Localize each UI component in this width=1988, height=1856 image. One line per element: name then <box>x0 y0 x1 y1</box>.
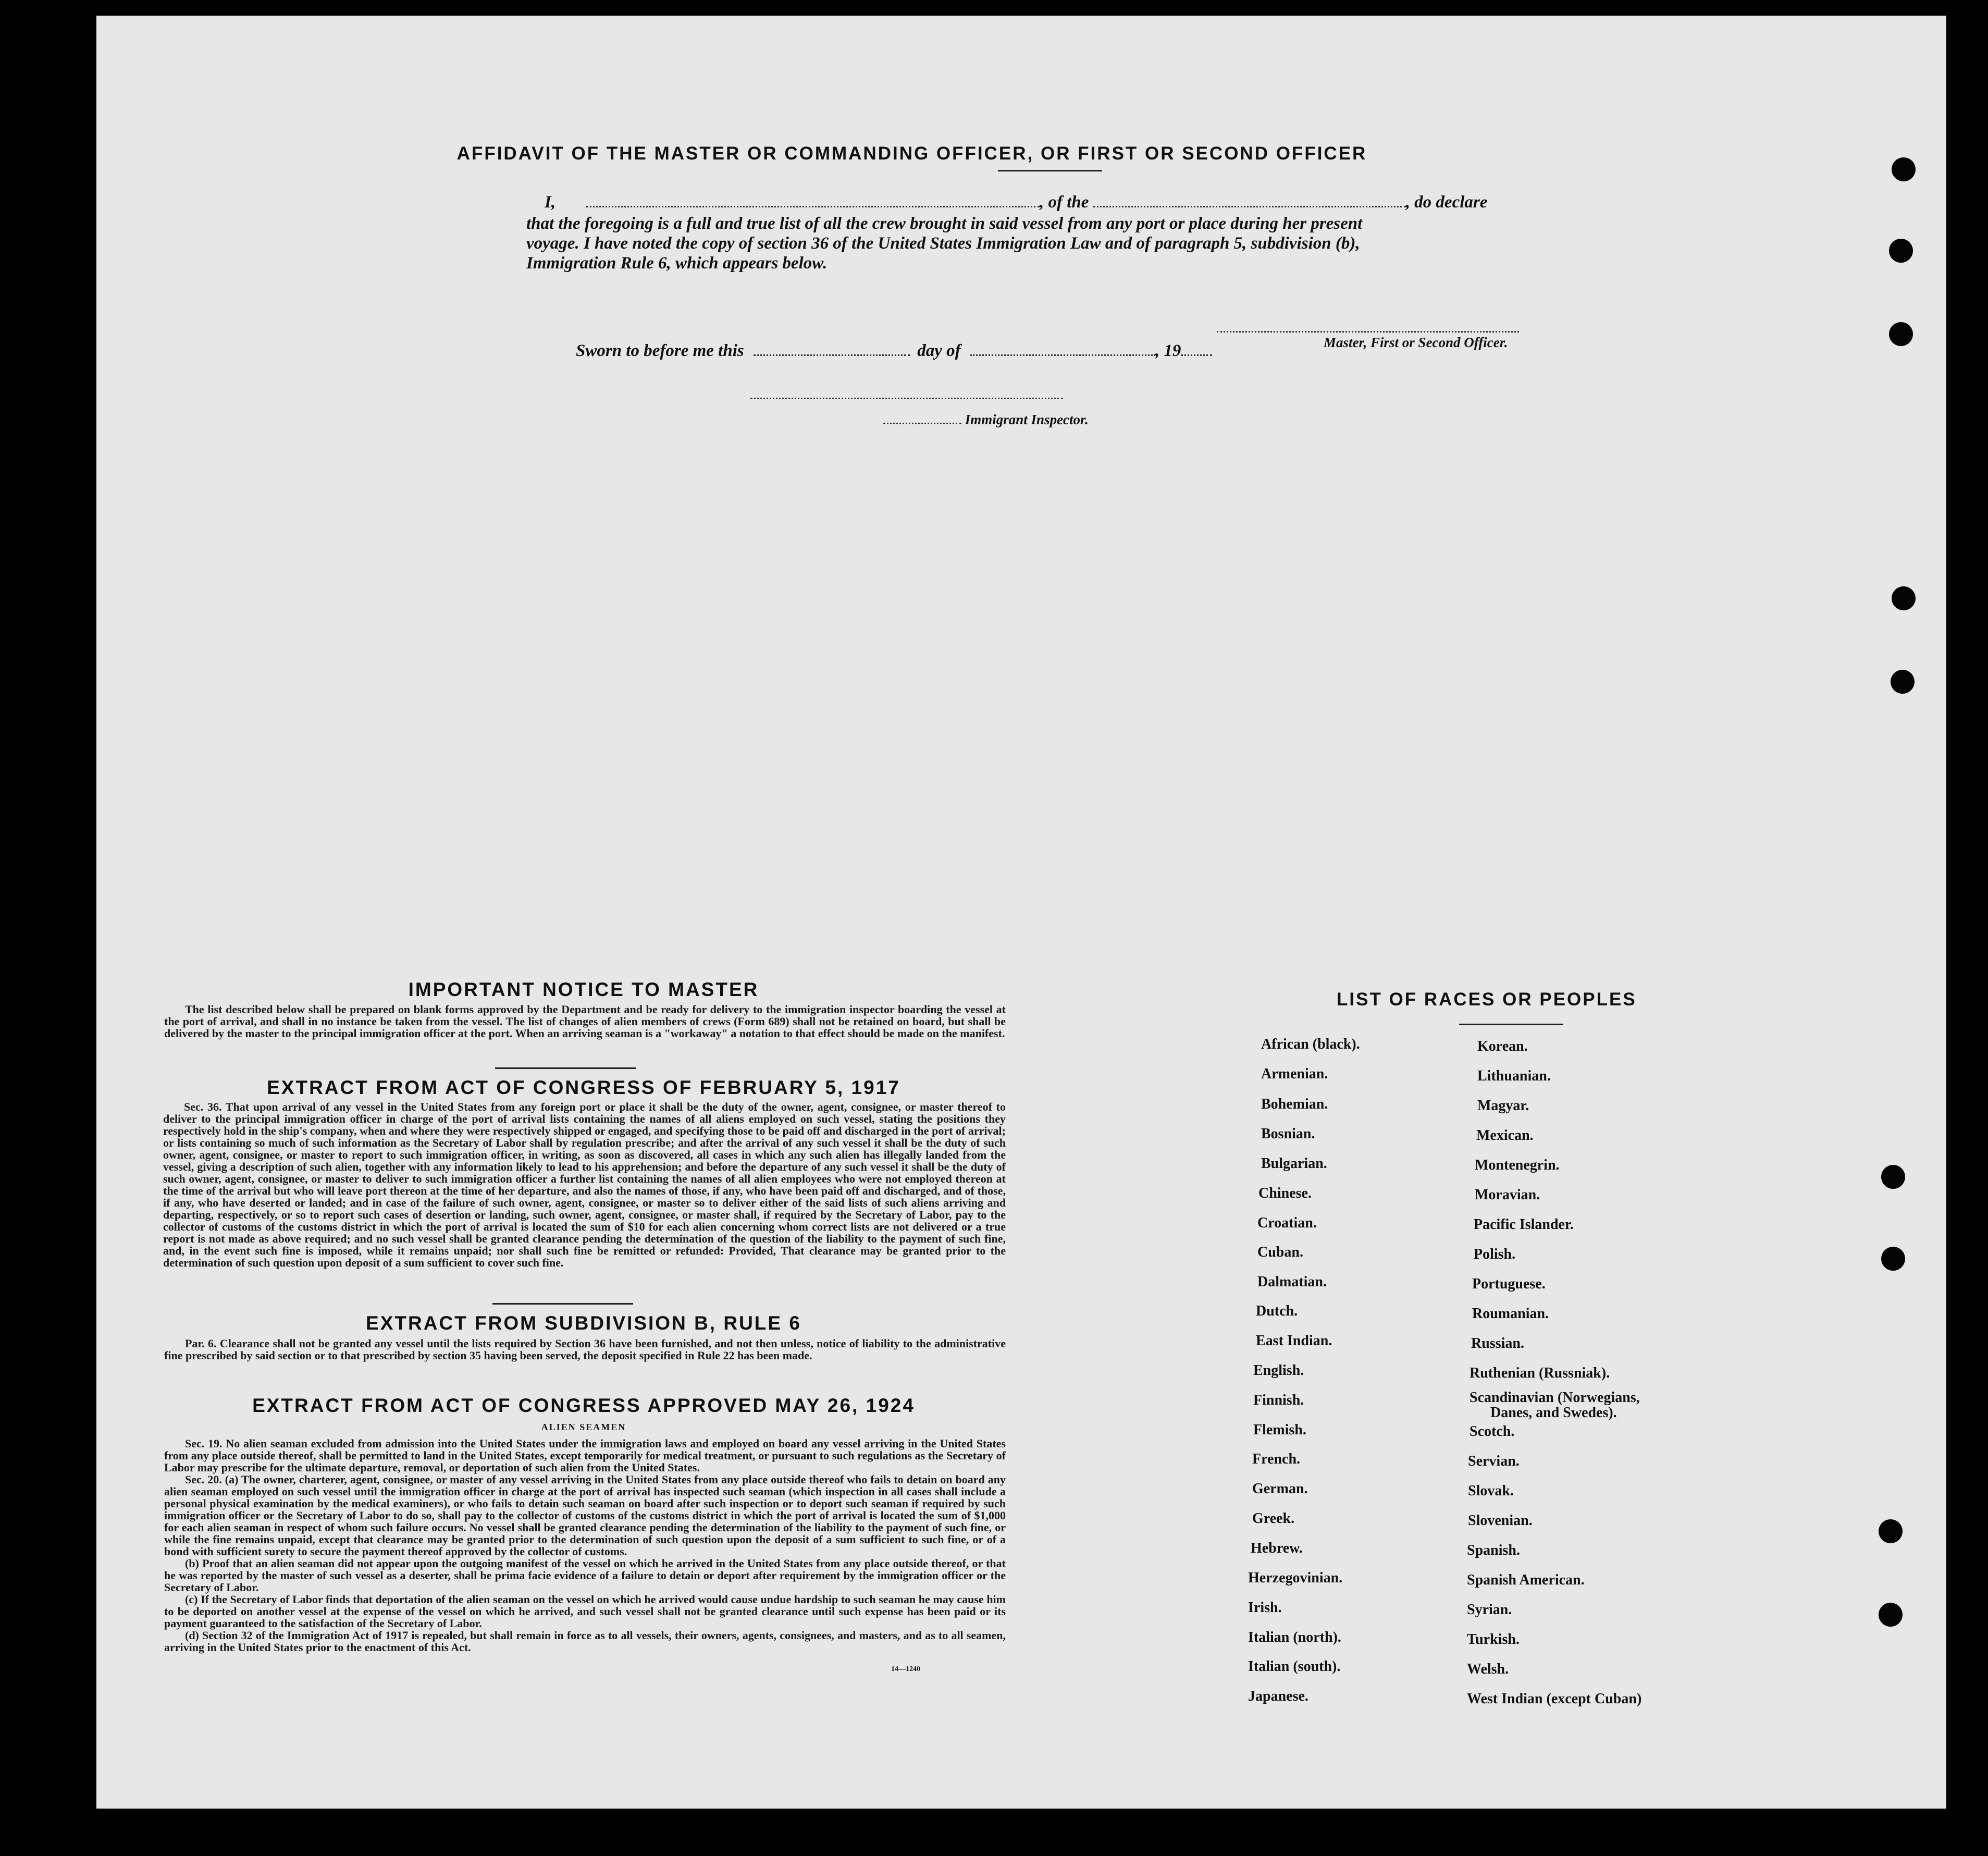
do-declare-label: , do declare <box>1405 193 1488 212</box>
declaration-line-2: voyage. I have noted the copy of section 36 of the United States Immigration Law and of paragraph 5, subdivision (b), <box>526 234 1360 253</box>
race-item: Mexican. <box>1476 1127 1534 1144</box>
race-item: Lithuanian. <box>1477 1068 1551 1084</box>
section-divider <box>492 1303 633 1305</box>
race-item: French. <box>1252 1451 1301 1467</box>
race-item: Spanish. <box>1467 1542 1520 1558</box>
race-item: Scandinavian (Norwegians, <box>1470 1390 1640 1406</box>
year-field[interactable] <box>1181 354 1212 356</box>
signature-label: Master, First or Second Officer. <box>1324 335 1508 350</box>
affidavit-title: AFFIDAVIT OF THE MASTER OR COMMANDING OFFICER, OR FIRST OR SECOND OFFICER <box>456 143 1367 164</box>
section-20c-paragraph: (c) If the Secretary of Labor finds that deportation of the alien seaman on the vessel on which he arrived would cause undue hardship to such seaman he may cause him to be deported on another vessel at the expense of the vessel on which he arrived, and such vessel shall not be granted clearance until such expense has been paid or its payment guaranteed to the satisfaction of the Secretary of Labor. <box>164 1593 1006 1630</box>
race-item: Montenegrin. <box>1475 1157 1560 1173</box>
extract-1917-title: EXTRACT FROM ACT OF CONGRESS OF FEBRUARY 5, 1917 <box>267 1077 900 1098</box>
name-field[interactable] <box>586 206 1040 207</box>
inspector-dash <box>883 423 961 424</box>
race-item: Slovenian. <box>1468 1513 1533 1529</box>
punch-hole <box>1879 1519 1903 1543</box>
punch-hole <box>1892 157 1916 181</box>
notice-text <box>164 1003 1006 1039</box>
notice-paragraph: The list described below shall be prepared on blank forms approved by the Department and be ready for delivery to the immigration inspector boarding the vessel at the port of arrival, and shall in no instance be taken from the vessel. The list of changes of alien members of crews (Form 689) shall not be retained on board, but shall be delivered by the master to the principal immigration officer at the port. When an arriving seaman is a "workaway" a notation to that effect should be made on the manifest. <box>164 1003 1006 1040</box>
rule-6-title: EXTRACT FROM SUBDIVISION B, RULE 6 <box>366 1312 801 1334</box>
title-underline <box>998 170 1102 171</box>
race-item: Croatian. <box>1257 1215 1317 1231</box>
notice-title: IMPORTANT NOTICE TO MASTER <box>408 979 759 1000</box>
race-item: Spanish American. <box>1467 1572 1585 1588</box>
race-item: Irish. <box>1248 1600 1282 1616</box>
race-item: Japanese. <box>1248 1688 1308 1704</box>
race-item: Portuguese. <box>1472 1276 1546 1292</box>
section-20b-paragraph: (b) Proof that an alien seaman did not appear upon the outgoing manifest of the vessel on which he arrived in the United States from any place outside thereof, or that he was reported by the master of such vessel as a deserter, shall be prima facie evidence of a failure to detain or deport after requirement by the immigration officer or the Secretary of Labor. <box>164 1557 1006 1594</box>
punch-hole <box>1889 322 1913 346</box>
document-page <box>96 16 1946 1809</box>
race-item: English. <box>1253 1362 1304 1379</box>
sworn-label: Sworn to before me this <box>576 341 744 360</box>
race-item: Moravian. <box>1475 1187 1540 1203</box>
declaration-line-3: Immigration Rule 6, which appears below. <box>526 254 828 273</box>
race-item: Slovak. <box>1468 1483 1514 1499</box>
race-item: Flemish. <box>1253 1422 1306 1438</box>
day-of-label: day of <box>917 341 961 360</box>
rule-6-text <box>164 1337 1006 1361</box>
race-item: Bosnian. <box>1261 1126 1315 1142</box>
punch-hole <box>1891 670 1915 694</box>
section-divider <box>495 1067 636 1069</box>
punch-hole <box>1892 586 1916 610</box>
form-number: 14—1240 <box>891 1665 920 1673</box>
race-item: Bohemian. <box>1261 1096 1328 1112</box>
punch-hole <box>1889 239 1913 263</box>
race-item: Chinese. <box>1258 1185 1312 1201</box>
race-item: Dalmatian. <box>1257 1274 1327 1290</box>
of-the-label: , of the <box>1040 193 1089 212</box>
race-item: African (black). <box>1261 1036 1360 1052</box>
inspector-signature-line[interactable] <box>750 398 1063 399</box>
declaration-line <box>545 193 1675 212</box>
race-item: Russian. <box>1471 1335 1524 1351</box>
extract-1924-text <box>164 1437 1006 1653</box>
signature-line[interactable] <box>1217 331 1519 333</box>
race-item: Magyar. <box>1477 1098 1529 1114</box>
punch-hole <box>1881 1165 1905 1189</box>
race-item: Scotch. <box>1470 1423 1515 1440</box>
year-prefix: , 19 <box>1155 341 1181 360</box>
section-20a-paragraph: Sec. 20. (a) The owner, charterer, agent, consignee, or master of any vessel arriving in the United States from any place outside thereof who fails to detain on board any alien seaman employed on such vessel until the immigration officer in charge at the port of arrival has inspected such seaman (which inspection in all cases shall include a personal physical examination by the medical examiners), or who fails to detain such seaman on board after such inspection or to deport such seaman if required by such immigration officer or the Secretary of Labor to do so, shall pay to the collector of customs of the customs district in which the port of arrival is located the sum of $1,000 for each alien seaman in respect of whom such failure occurs. No vessel shall be granted clearance pending the determination of the liability to the payment of such fine, or while the fine remains unpaid, except that clearance may be granted prior to the determination of such question upon the deposit of a sum sufficient to such fine, or of a bond with sufficient surety to secure the payment thereof approved by the collector of customs. <box>164 1473 1006 1558</box>
declaration-line-1: that the foregoing is a full and true list of all the crew brought in said vessel from any port or place during her present <box>526 214 1363 233</box>
races-title-underline <box>1459 1024 1563 1025</box>
inspector-label: Immigrant Inspector. <box>965 412 1089 427</box>
day-field[interactable] <box>754 354 910 356</box>
rule-6-paragraph: Par. 6. Clearance shall not be granted any vessel until the lists required by Section 36 have been furnished, and not then unless, notice of liability to the administrative fine prescribed by said section or to that prescribed by section 35 having been served, the deposit specified in Rule 22 has been made. <box>164 1337 1006 1362</box>
race-item: Cuban. <box>1257 1244 1303 1260</box>
race-item: Greek. <box>1252 1510 1295 1527</box>
section-20d-paragraph: (d) Section 32 of the Immigration Act of 1917 is repealed, but shall remain in force as to all vessels, their owners, agents, consignees, and masters, and as to all seamen, arriving in the United States prior to the enactment of this Act. <box>164 1629 1006 1654</box>
race-item: Dutch. <box>1256 1303 1298 1319</box>
race-item: Armenian. <box>1261 1066 1328 1082</box>
race-item: Turkish. <box>1467 1631 1520 1648</box>
race-item: Herzegovinian. <box>1248 1570 1343 1586</box>
race-item: Syrian. <box>1467 1602 1512 1618</box>
inspector-line <box>883 412 1089 428</box>
extract-1917-text <box>163 1101 1006 1269</box>
race-item: West Indian (except Cuban) <box>1467 1691 1642 1707</box>
race-item: Korean. <box>1477 1038 1528 1054</box>
race-item: Hebrew. <box>1251 1540 1303 1556</box>
i-label: I, <box>545 193 556 212</box>
race-item: Danes, and Swedes). <box>1490 1405 1617 1421</box>
extract-1924-title: EXTRACT FROM ACT OF CONGRESS APPROVED MAY 26, 1924 <box>252 1395 915 1416</box>
race-item: Welsh. <box>1467 1661 1509 1677</box>
race-item: Ruthenian (Russniak). <box>1470 1365 1610 1381</box>
alien-seamen-subtitle: ALIEN SEAMEN <box>541 1422 626 1432</box>
section-19-paragraph: Sec. 19. No alien seaman excluded from admission into the United States under the immigration laws and employed on board any vessel arriving in the United States from any place outside thereof, shall be permitted to land in the United States, except temporarily for medical treatment, or pursuant to such regulations as the Secretary of Labor may prescribe for the ultimate departure, removal, or deportation of such alien from the United States. <box>164 1437 1006 1474</box>
race-item: Finnish. <box>1253 1392 1304 1408</box>
races-title: LIST OF RACES OR PEOPLES <box>1337 989 1637 1010</box>
punch-hole <box>1879 1603 1903 1627</box>
declaration-text <box>526 214 1688 273</box>
race-item: Servian. <box>1468 1453 1520 1469</box>
race-item: Italian (north). <box>1248 1629 1341 1645</box>
race-item: East Indian. <box>1256 1333 1332 1349</box>
month-field[interactable] <box>970 354 1155 356</box>
race-item: Italian (south). <box>1248 1658 1341 1675</box>
race-item: Polish. <box>1474 1246 1516 1262</box>
race-item: Roumanian. <box>1472 1306 1549 1322</box>
section-36-paragraph: Sec. 36. That upon arrival of any vessel in the United States from any foreign port or place it shall be the duty of the owner, agent, consignee, or master thereof to deliver to the principal immigration officer in charge of the port of arrival lists containing the names of all aliens employed on such vessel, stating the positions they respectively hold in the ship's company, when and where they were respectively shipped or engaged, and specifying those to be paid off and discharged in the port of arrival; or lists containing so much of such information as the Secretary of Labor shall by regulation prescribe; and after the arrival of any such vessel it shall be the duty of such owner, agent, consignee, or master to report to such immigration officer, in writing, as soon as discovered, all cases in which any such alien has illegally landed from the vessel, giving a description of such alien, together with any information likely to lead to his apprehension; and before the departure of any such vessel it shall be the duty of such owner, agent, consignee, or master to deliver to such immigration officer a further list containing the names of all alien employees who were not employed thereon at the time of the arrival but who will leave port thereon at the time of her departure, and also the names of those, if any, who have been paid off and discharged, and of those, if any, who have deserted or landed; and in case of the failure of such owner, agent, consignee, or master so to deliver either of the said lists of such aliens arriving and departing, respectively, or so to report such cases of desertion or landing, such owner, agent, consignee, or master shall, if required by the Secretary of Labor, pay to the collector of customs of the customs district in which the port of arrival is located the sum of $10 for each alien concerning whom correct lists are not delivered or a true report is not made as above required; and no such vessel shall be granted clearance pending the determination of the question of the liability to the payment of such fine, and, in the event such fine is imposed, while it remains unpaid; nor shall such fine be remitted or refunded: Provided, That clearance may be granted prior to the determination of such question upon deposit of a sum sufficient to cover such fine. <box>163 1100 1006 1269</box>
vessel-field[interactable] <box>1093 206 1406 207</box>
race-item: German. <box>1252 1481 1308 1497</box>
race-item: Bulgarian. <box>1261 1156 1327 1172</box>
punch-hole <box>1881 1247 1905 1271</box>
race-item: Pacific Islander. <box>1474 1216 1574 1233</box>
sworn-line <box>576 341 1212 361</box>
